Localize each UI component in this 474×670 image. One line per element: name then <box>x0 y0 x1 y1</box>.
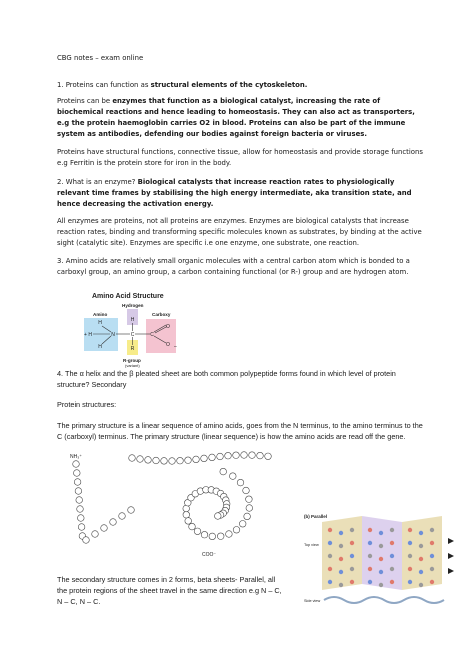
amino-acid-bead <box>217 453 224 460</box>
paragraph-4-bold: Biological catalysts that increase reaction rates to physiologically relevant time frames by stabilising the high energy intermediate, aka transition state, and hence decreasing the activation energy. <box>57 178 412 208</box>
sheet-atom <box>368 567 372 571</box>
amino-acid-bead <box>129 455 136 462</box>
amino-acid-bead <box>209 454 216 461</box>
paragraph-2-text: Proteins can be <box>57 97 113 105</box>
atom-c-carboxyl: C <box>150 332 154 338</box>
amino-acid-bead <box>225 452 232 459</box>
sheet-atom <box>339 531 343 535</box>
amino-label: Amino <box>93 312 108 317</box>
top-view-label: Top view <box>304 543 319 547</box>
amino-acid-bead <box>110 519 117 526</box>
amino-acid-bead <box>244 513 251 520</box>
amino-acid-bead <box>145 457 152 464</box>
amino-acid-bead <box>215 513 222 520</box>
atom-n: N <box>111 332 115 338</box>
sheet-atom <box>430 554 434 558</box>
amino-acid-bead <box>78 515 85 522</box>
sheet-atom <box>379 544 383 548</box>
amino-acid-bead <box>83 537 90 544</box>
sheet-atom <box>390 580 394 584</box>
paragraph-4-text: 2. What is an enzyme? <box>57 178 138 186</box>
paragraph-1-text: 1. Proteins can function as <box>57 81 151 89</box>
amino-acid-bead <box>237 479 244 486</box>
amino-acid-bead <box>201 531 208 538</box>
charge-minus: – <box>174 344 177 350</box>
amino-acid-bead <box>246 496 253 503</box>
sheet-atom <box>328 528 332 532</box>
paragraph-6: 3. Amino acids are relatively small organic molecules with a central carbon atom which is bonded to a carboxyl group, an amino group, a carbon containing functional (or R-) group and are hydrogen atom. <box>57 257 410 276</box>
sheet-atom <box>339 557 343 561</box>
amino-acid-bead <box>76 497 83 504</box>
sheet-atom <box>390 554 394 558</box>
n-terminus-label: NH₃⁺ <box>70 454 82 460</box>
paragraph-4 <box>57 177 427 210</box>
amino-acid-bead <box>75 488 82 495</box>
rgroup-variant-label: (variant) <box>125 363 140 368</box>
amino-acid-bead <box>169 458 176 465</box>
amino-acid-bead <box>153 457 160 464</box>
atom-c-alpha: C <box>130 332 135 338</box>
sheet-atom <box>419 531 423 535</box>
sheet-atom <box>379 570 383 574</box>
sheet-atom <box>408 580 412 584</box>
paragraph-2-bold: enzymes that function as a biological catalyst, increasing the rate of biochemical reactions and hence leading to homeostasis. They can also act as transporters, e.g the protein haemoglobin carries O2 in blood. Proteins can also be part of the immune system as antibodies, defending our bodies against foreign bacteria or viruses. <box>57 97 415 138</box>
sheet-atom <box>328 541 332 545</box>
sheet-atom <box>430 528 434 532</box>
chain-beads <box>73 452 272 544</box>
sheet-atom <box>408 554 412 558</box>
amino-acid-chain-diagram <box>62 448 276 568</box>
sheet-atom <box>350 554 354 558</box>
amino-acid-bead <box>189 523 196 530</box>
amino-acid-bead <box>128 507 135 514</box>
sheet-atom <box>408 528 412 532</box>
parallel-beta-sheet-diagram <box>302 510 458 610</box>
primary-structure-figure <box>62 448 276 568</box>
amino-acid-bead <box>241 452 248 459</box>
amino-acid-diagram <box>66 288 196 374</box>
sheet-atom <box>328 554 332 558</box>
sheet-atom <box>390 528 394 532</box>
figure-title: Amino Acid Structure <box>92 293 164 300</box>
sheet-atom <box>390 541 394 545</box>
atom-h-plus: + H <box>84 332 92 338</box>
amino-acid-bead <box>185 457 192 464</box>
atom-h: H <box>98 320 102 326</box>
amino-acid-bead <box>209 533 216 540</box>
amino-acid-bead <box>185 518 192 525</box>
amino-acid-bead <box>249 452 256 459</box>
amino-acid-bead <box>177 457 184 464</box>
amino-acid-bead <box>119 513 126 520</box>
amino-acid-bead <box>161 458 168 465</box>
amino-acid-bead <box>194 528 201 535</box>
sheet-atom <box>430 567 434 571</box>
amino-acid-bead <box>101 525 108 532</box>
amino-acid-bead <box>239 521 246 528</box>
amino-acid-bead <box>243 487 250 494</box>
paragraph-7: 4. The α helix and the β pleated sheet are both common polypeptide forms found in which level of protein structure? Secondary <box>57 369 396 389</box>
amino-acid-bead <box>78 524 85 531</box>
sheet-atom <box>419 544 423 548</box>
amino-acid-structure-figure <box>66 288 196 374</box>
amino-acid-bead <box>246 505 253 512</box>
sheet-atom <box>408 567 412 571</box>
sheet-atom <box>368 554 372 558</box>
sheet-atom <box>419 570 423 574</box>
atom-h: H <box>98 344 102 350</box>
amino-acid-bead <box>77 506 84 513</box>
side-view-strand <box>324 597 444 603</box>
sheet-atom <box>339 544 343 548</box>
sheet-atom <box>350 541 354 545</box>
amino-acid-bead <box>201 455 208 462</box>
amino-acid-bead <box>193 456 200 463</box>
amino-acid-bead <box>226 531 233 538</box>
amino-acid-bead <box>265 453 272 460</box>
amino-acid-bead <box>137 456 144 463</box>
sheet-atom <box>328 567 332 571</box>
paragraph-10: The secondary structure comes in 2 forms, beta sheets- Parallel, all the protein regions of the sheet travel in the same direction e.g N – C, N – C, N – C. <box>57 575 282 606</box>
amino-acid-bead <box>257 452 264 459</box>
paragraph-2 <box>57 96 427 140</box>
atom-o: O <box>166 342 170 348</box>
sheet-atom <box>408 541 412 545</box>
hydrogen-label: Hydrogen <box>122 303 144 308</box>
sheet-atom <box>339 570 343 574</box>
sheet-atom <box>328 580 332 584</box>
sheet-atom <box>419 557 423 561</box>
paragraph-1 <box>57 80 427 91</box>
amino-acid-bead <box>92 531 99 538</box>
sheet-atom <box>368 580 372 584</box>
c-terminus-label: COO⁻ <box>202 552 217 558</box>
paragraph-9: The primary structure is a linear sequence of amino acids, goes from the N terminus, to the amino terminus to the C (carboxyl) terminus. The primary structure (linear sequence) is how the amino acids are read off the gene. <box>57 421 423 441</box>
sheet-atom <box>350 567 354 571</box>
amino-acid-bead <box>233 527 240 534</box>
rgroup-label: R-group <box>123 358 141 363</box>
amino-acid-bead <box>74 479 81 486</box>
side-view-label: Side view <box>304 599 321 603</box>
sheet-atom <box>379 557 383 561</box>
sheet-strands <box>322 516 442 590</box>
sheet-atom <box>379 583 383 587</box>
amino-acid-bead <box>230 473 237 480</box>
sheet-atom <box>368 541 372 545</box>
sheet-atom <box>350 528 354 532</box>
notes-title: CBG notes – exam online <box>57 54 144 62</box>
amino-acid-bead <box>73 461 80 468</box>
beta-sheet-figure <box>302 510 458 610</box>
atom-r: R <box>130 346 135 352</box>
atom-h: H <box>130 317 135 323</box>
carboxy-label: Carboxy <box>152 312 171 317</box>
amino-acid-bead <box>74 470 81 477</box>
sheet-atom <box>419 583 423 587</box>
sheet-atom <box>390 567 394 571</box>
sheet-atom <box>350 580 354 584</box>
amino-acid-bead <box>233 452 240 459</box>
amino-acid-bead <box>217 533 224 540</box>
atom-o: O <box>166 324 170 330</box>
sheet-label: (b) Parallel <box>304 514 328 519</box>
sheet-atom <box>379 531 383 535</box>
paragraph-5: All enzymes are proteins, not all proteins are enzymes. Enzymes are biological catalysts that increase reaction rates, binding and transforming specific molecules known as substrates, by binding at the active sight (catalytic site). Enzymes are specific i.e one enzyme, one substrate, one reaction. <box>57 217 422 247</box>
paragraph-3: Proteins have structural functions, connective tissue, allow for homeostasis and provide storage functions e.g Ferritin is the protein store for iron in the body. <box>57 148 423 167</box>
paragraph-1-bold: structural elements of the cytoskeleton. <box>150 81 308 89</box>
sheet-atom <box>430 541 434 545</box>
strand-arrows <box>448 538 454 574</box>
paragraph-8: Protein structures: <box>57 400 117 409</box>
sheet-atom <box>339 583 343 587</box>
amino-acid-bead <box>220 468 227 475</box>
sheet-atom <box>368 528 372 532</box>
amino-acid-bead <box>183 511 190 518</box>
sheet-atom <box>430 580 434 584</box>
